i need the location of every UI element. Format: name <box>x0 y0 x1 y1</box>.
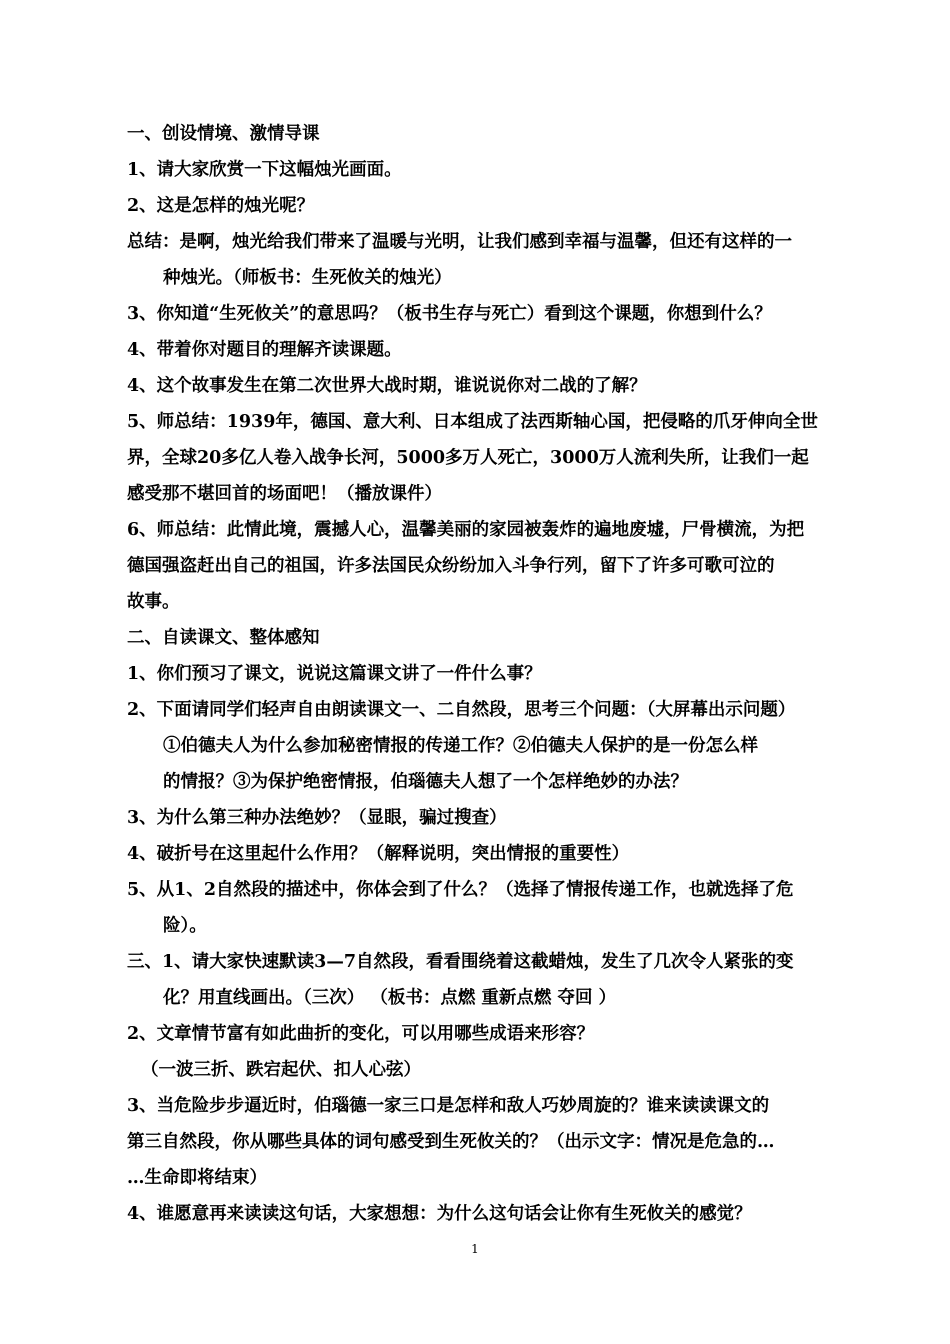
text-line: ①伯德夫人为什么参加秘密情报的传递工作？②伯德夫人保护的是一份怎么样 <box>163 736 758 756</box>
text-line: 第三自然段，你从哪些具体的词句感受到生死攸关的？（出示文字：情况是危急的… <box>127 1132 775 1152</box>
text-line: 4、这个故事发生在第二次世界大战时期，谁说说你对二战的了解？ <box>127 376 647 396</box>
text-line: 界，全球20多亿人卷入战争长河，5000多万人死亡，3000万人流利失所，让我们一起 <box>127 448 809 468</box>
text-line: 一、创设情境、激情导课 <box>127 124 320 144</box>
text-line: 1、你们预习了课文，说说这篇课文讲了一件什么事？ <box>127 664 542 684</box>
text-line: 4、谁愿意再来读读这句话，大家想想：为什么这句话会让你有生死攸关的感觉？ <box>127 1204 752 1224</box>
text-line: 2、文章情节富有如此曲折的变化，可以用哪些成语来形容？ <box>127 1024 595 1044</box>
text-line: 3、你知道“生死攸关”的意思吗？（板书生存与死亡）看到这个课题，你想到什么？ <box>127 304 772 324</box>
text-line: 二、自读课文、整体感知 <box>127 628 320 648</box>
text-line: （一波三折、跌宕起伏、扣人心弦） <box>141 1060 421 1080</box>
text-line: 1、请大家欣赏一下这幅烛光画面。 <box>127 160 402 180</box>
text-line: 化？用直线画出。（三次） （板书：点燃 重新点燃 夺回 ） <box>163 988 617 1008</box>
text-line: 6、师总结：此情此境，震撼人心，温馨美丽的家园被轰炸的遍地废墟，尸骨横流，为把 <box>127 520 805 540</box>
text-line: 故事。 <box>127 592 180 612</box>
text-line: 5、师总结：1939年，德国、意大利、日本组成了法西斯轴心国，把侵略的爪牙伸向全世 <box>127 412 818 432</box>
text-line: 3、当危险步步逼近时，伯瑙德一家三口是怎样和敌人巧妙周旋的？谁来读读课文的 <box>127 1096 770 1116</box>
text-line: …生命即将结束） <box>127 1168 267 1188</box>
text-line: 种烛光。（师板书：生死攸关的烛光） <box>163 268 452 288</box>
text-line: 的情报？③为保护绝密情报，伯瑙德夫人想了一个怎样绝妙的办法？ <box>163 772 688 792</box>
text-line: 2、下面请同学们轻声自由朗读课文一、二自然段，思考三个问题：（大屏幕出示问题） <box>127 700 796 720</box>
page-number: 1 <box>471 1242 479 1256</box>
text-line: 感受那不堪回首的场面吧！（播放课件） <box>127 484 442 504</box>
text-line: 4、破折号在这里起什么作用？（解释说明，突出情报的重要性） <box>127 844 630 864</box>
text-line: 三、1、请大家快速默读3—7自然段，看看围绕着这截蜡烛，发生了几次令人紧张的变 <box>127 952 794 972</box>
text-line: 总结：是啊，烛光给我们带来了温暖与光明，让我们感到幸福与温馨，但还有这样的一 <box>127 232 792 252</box>
text-line: 5、从1、2自然段的描述中，你体会到了什么？（选择了情报传递工作，也就选择了危 <box>127 880 794 900</box>
text-line: 3、为什么第三种办法绝妙？（显眼，骗过搜查） <box>127 808 507 828</box>
text-line: 德国强盗赶出自己的祖国，许多法国民众纷纷加入斗争行列，留下了许多可歌可泣的 <box>127 556 775 576</box>
text-line: 4、带着你对题目的理解齐读课题。 <box>127 340 402 360</box>
text-line: 险）。 <box>163 916 207 936</box>
document-body <box>127 116 825 1232</box>
text-line: 2、这是怎样的烛光呢？ <box>127 196 315 216</box>
